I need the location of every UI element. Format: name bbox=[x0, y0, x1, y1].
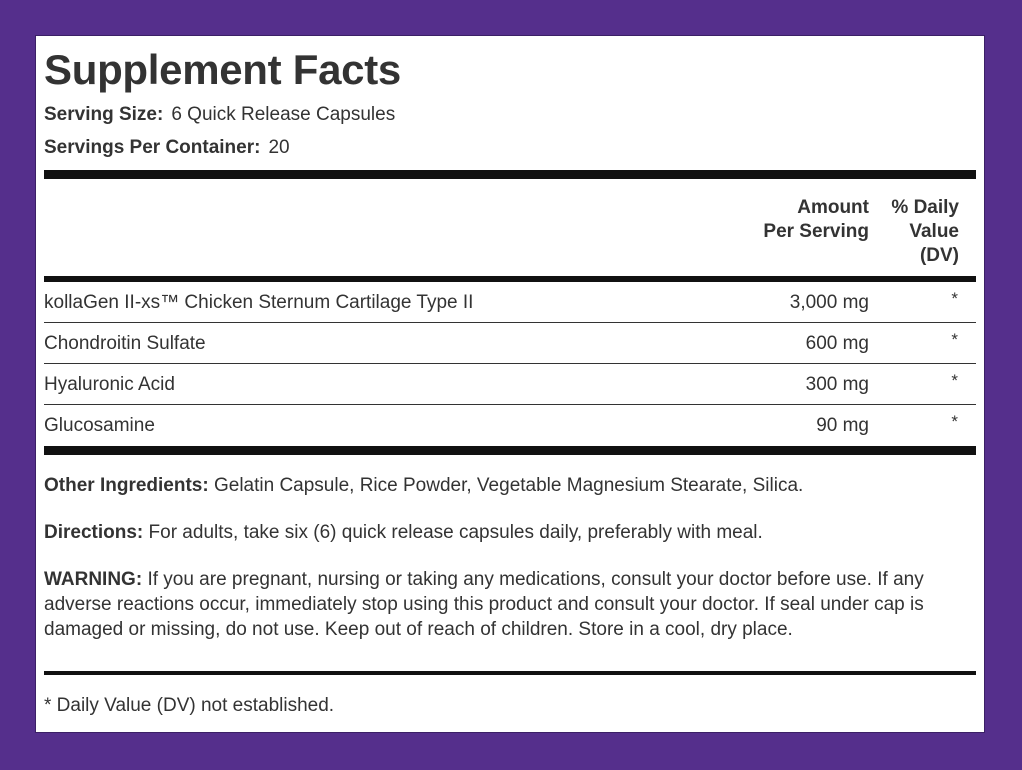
ingredient-dv: * bbox=[951, 289, 958, 308]
warning bbox=[44, 567, 976, 642]
amount-header bbox=[763, 196, 869, 244]
table-row bbox=[44, 323, 976, 363]
ingredient-name: Glucosamine bbox=[44, 415, 155, 436]
dv-header-line1: % Daily bbox=[891, 197, 959, 218]
serving-size bbox=[44, 104, 395, 126]
dv-header bbox=[891, 196, 959, 268]
ingredient-name: Chondroitin Sulfate bbox=[44, 333, 206, 354]
footnote: * Daily Value (DV) not established. bbox=[44, 695, 335, 716]
dv-header-line3: (DV) bbox=[919, 245, 959, 266]
serving-size-value: 6 Quick Release Capsules bbox=[171, 104, 396, 125]
page-title: Supplement Facts bbox=[44, 46, 401, 93]
table-row bbox=[44, 405, 976, 445]
servings-per-container bbox=[44, 137, 290, 159]
ingredient-name: Hyaluronic Acid bbox=[44, 374, 175, 395]
other-ingredients-text: Gelatin Capsule, Rice Powder, Vegetable Magnesium Stearate, Silica. bbox=[213, 475, 804, 496]
ingredient-dv: * bbox=[951, 412, 958, 431]
warning-text: If you are pregnant, nursing or taking any medications, consult your doctor before use. If any adverse reactions occur, immediately stop using this product and consult your doctor. If seal under cap is damaged or missing, do not use. Keep out of reach of children. Store in a cool, dry place. bbox=[44, 569, 924, 640]
amount-header-line2: Per Serving bbox=[763, 221, 869, 242]
ingredient-dv: * bbox=[951, 330, 958, 349]
servings-per-container-label: Servings Per Container: bbox=[44, 137, 261, 158]
divider-thick-bottom bbox=[44, 446, 976, 455]
table-row bbox=[44, 282, 976, 322]
ingredient-amount: 90 mg bbox=[816, 415, 869, 436]
panel-inner bbox=[44, 36, 976, 732]
other-ingredients bbox=[44, 473, 976, 498]
directions-text: For adults, take six (6) quick release capsules daily, preferably with meal. bbox=[148, 522, 763, 543]
other-ingredients-label: Other Ingredients: bbox=[44, 475, 209, 496]
ingredient-amount: 3,000 mg bbox=[789, 292, 869, 313]
amount-header-line1: Amount bbox=[797, 197, 869, 218]
table-row bbox=[44, 364, 976, 404]
serving-size-label: Serving Size: bbox=[44, 104, 164, 125]
directions bbox=[44, 520, 976, 545]
divider-footnote bbox=[44, 671, 976, 675]
servings-per-container-value: 20 bbox=[268, 137, 290, 158]
dv-header-line2: Value bbox=[909, 221, 959, 242]
divider-thick-top bbox=[44, 170, 976, 179]
supplement-facts-panel bbox=[35, 35, 985, 733]
ingredient-dv: * bbox=[951, 371, 958, 390]
ingredient-amount: 600 mg bbox=[805, 333, 869, 354]
ingredient-name: kollaGen II-xs™ Chicken Sternum Cartilage Type II bbox=[44, 292, 474, 313]
directions-label: Directions: bbox=[44, 522, 144, 543]
ingredient-amount: 300 mg bbox=[805, 374, 869, 395]
warning-label: WARNING: bbox=[44, 569, 143, 590]
